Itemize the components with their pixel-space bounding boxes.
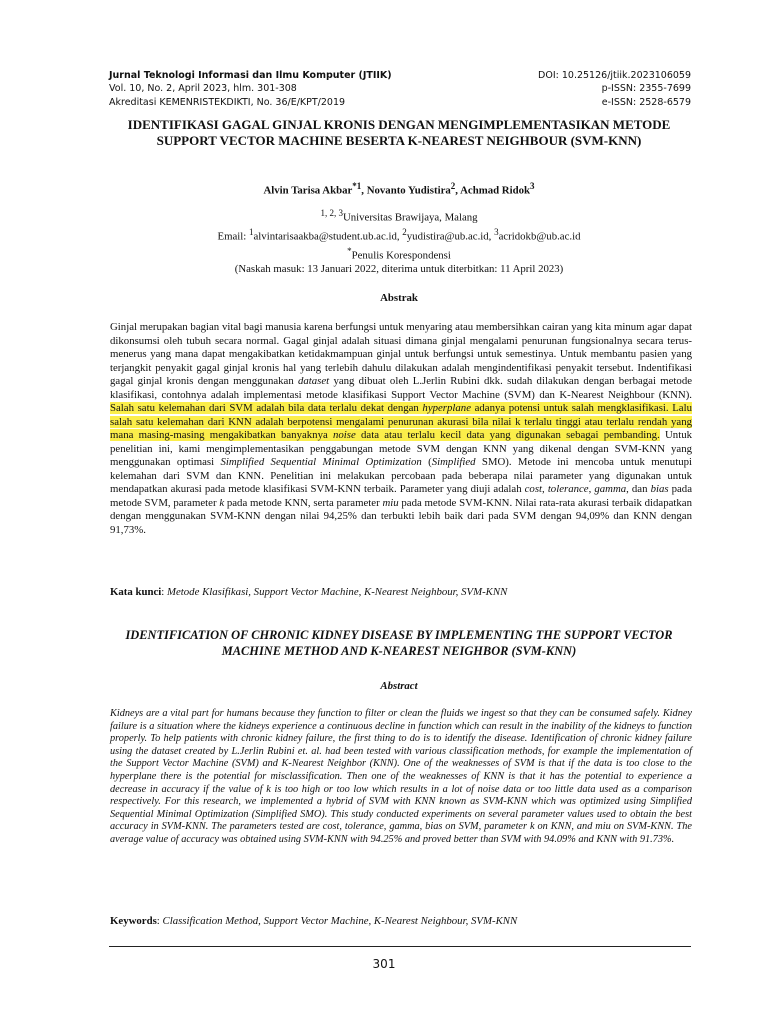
email-address[interactable]: alvintarisaakba@student.ub.ac.id, [253,230,403,243]
email-superscript: 2 [402,226,407,237]
email-superscript: 1 [249,226,254,237]
abstrak-italic: cost [524,483,543,495]
abstrak-text: , [588,483,595,495]
accreditation: Akreditasi KEMENRISTEKDIKTI, No. 36/E/KPT/2019 [109,96,346,108]
highlighted-text: Salah satu kelemahan dari SVM adalah bila data terlalu dekat dengan [110,402,423,414]
abstrak-text: yang dibuat oleh L.Jerlin Rubini dkk. sudah dilakukan dengan berbagai metode klasifikasi, contohnya adalah implementasi metode klasifikasi Support Vector Machine (SVM) dan K-Nearest Neighbour (KNN). [110,375,693,401]
footer-rule [109,946,691,947]
abstrak-italic: tolerance [547,483,589,495]
affiliation-superscript: 1, 2, 3 [320,208,343,218]
email-label: Email: [217,230,249,243]
abstrak-italic: k [219,496,225,509]
volume-info: Vol. 10, No. 2, April 2023, hlm. 301-308 [109,83,297,95]
correspondence-note: Penulis Korespondensi [351,249,451,262]
author-list [100,179,698,198]
abstrak-text: Untuk penelitian ini, kami mengimplementasikan penggabungan metode SVM dengan KNN yang dikenal dengan SVM-KNN yang menggunakan optimasi [110,429,693,468]
kata-kunci-label: Kata kunci [110,586,162,598]
keywords-separator: : [156,915,163,927]
email-superscript: 3 [494,226,499,237]
correspondence-superscript: * [347,245,352,256]
author-separator: , [361,184,367,197]
abstrak-italic: Simplified Sequential Minimal Optimization [220,456,422,468]
pissn: p-ISSN: 2355-7699 [601,83,691,95]
email-address[interactable]: acridokb@ub.ac.id [498,230,581,243]
abstract-body: Kidneys are a vital part for humans because they function to filter or clean the fluids we ingest so that they can be consumed safely. Kidney failure is a situation where the kidneys experience a continuous decline in function which can result in the inability of the kidneys to function properly. To help patients with chronic kidney failure, the first thing to do is to identify the disease. Identification of chronic kidney failure using the dataset created by L.Jerlin Rubini et. al. had been tested with various classification methods, for example the implementation of the Support Vector Machine (SVM) and K-Nearest Neighbor (KNN). One of the weaknesses of SVM is that if the data is too close to the hyperplane there is the potential for misclassification. Then one of the weaknesses of KNN is that it has the potential to experience a decrease in accuracy if the value of k is too high or too low which results in a lot of noise data or too little data used as a comparison respectively. For this research, we implemented a hybrid of SVM with KNN known as SVM-KNN which was optimized using Simplified Sequential Minimal Optimization (Simplified SMO). This study conducted experiments on several parameter values used to obtain the best accuracy in SVM-KNN. The parameters tested are cost, tolerance, gamma, bias on SVM, parameter k on KNN, and miu on SVM-KNN. The average value of accuracy was obtained using SVM-KNN with 94.25% and proved better than SVM with 94.09% and KNN with 91.73%. [110,708,692,845]
affiliation-block [100,206,698,263]
abstrak-italic: Simplified [431,456,476,468]
affiliation-line [100,206,698,225]
paper-title: IDENTIFIKASI GAGAL GINJAL KRONIS DENGAN MENGIMPLEMENTASIKAN METODE SUPPORT VECTOR MACHINE BESERTA K-NEAREST NEIGHBOUR (SVM-KNN) [127,117,671,148]
kata-kunci-value: Metode Klasifikasi, Support Vector Machine, K-Nearest Neighbour, SVM-KNN [167,586,508,598]
submission-dates: (Naskah masuk: 13 Januari 2022, diterima untuk diterbitkan: 11 April 2023) [234,263,564,275]
author-superscript: *1 [352,181,362,191]
author-superscript: 3 [530,181,535,191]
abstrak-italic: miu [382,496,399,509]
author-name: Alvin Tarisa Akbar [263,184,353,197]
abstrak-body [110,321,692,537]
highlighted-text: data atau terlalu kecil data yang digunakan sebagai pembanding. [355,429,660,441]
kata-kunci [110,586,692,598]
abstrak-text: , dan [626,483,651,495]
highlighted-text: adanya potensi untuk salah mengklasifikasi. Lalu salah satu kelemahan dari KNN adalah berpotensi mengalami penurunan akurasi bila nilai k terlalu tinggi atau terlalu rendah yang mana masing-masing mengakibatkan banyaknya [110,402,692,441]
correspondence-line [100,244,698,263]
kata-kunci-separator: : [161,586,167,598]
email-address[interactable]: yudistira@ub.ac.id, [406,230,495,243]
abstrak-text: SMO). Metode ini mencoba untuk menutupi kelemahan dari SVM dan KNN. Penelitian ini melakukan percobaan pada beberapa nilai parameter yang digunakan untuk mendapatkan akurasi pada metode klasifikasi SVM-KNN terbaik. Parameter yang diuji adalah [110,456,692,495]
abstrak-text: pada metode SVM-KNN. Nilai rata-rata akurasi terbaik didapatkan dengan menggunakan SVM-KNN dengan nilai 94,25% dan terbukti lebih baik dari pada SVM dengan 94,09% dan KNN dengan 91,73%. [110,496,692,536]
running-header [109,69,691,109]
keywords-label: Keywords [110,915,157,927]
author-superscript: 2 [450,181,456,191]
keywords-value: Classification Method, Support Vector Machine, K-Nearest Neighbour, SVM-KNN [162,915,518,927]
abstrak-italic: bias [650,483,669,495]
page-number: 301 [372,957,396,971]
abstrak-text: pada metode SVM, parameter [110,483,692,509]
author-name: Novanto Yudistira [366,184,451,197]
highlighted-italic: hyperplane [422,402,471,414]
email-line [100,225,698,244]
abstrak-text: ( [421,456,432,468]
abstract-heading: Abstract [380,680,418,692]
journal-name: Jurnal Teknologi Informasi dan Ilmu Komputer (JTIIK) [109,70,392,81]
keywords [110,915,692,927]
doi: DOI: 10.25126/jtiik.2023106059 [538,70,691,81]
abstrak-heading: Abstrak [380,292,418,304]
author-separator: , [455,184,461,197]
eissn: e-ISSN: 2528-6579 [601,96,691,108]
author-name: Achmad Ridok [460,184,531,197]
university: Universitas Brawijaya, Malang [342,211,478,224]
abstrak-italic: dataset [297,375,330,387]
abstrak-text: Ginjal merupakan bagian vital bagi manusia karena berfungsi untuk menyaring atau membersihkan cairan yang kita minum agar dapat dikonsumsi oleh tubuh secara normal. Gagal ginjal adalah situasi dimana ginjal mengalami penurunan fungsionalnya secara terus-menerus yang mana dapat mengakibatkan ketidakmampuan ginjal untuk berfungsi untuk semestinya. Untuk membantu pasien yang terjangkit penyakit gagal ginjal kronis hal yang terlebih dahulu dilakukan adalah mengindentifikasi penyakit tersebut. Indentifikasi gagal ginjal kronis dengan menggunakan [110,321,692,387]
english-title: IDENTIFICATION OF CHRONIC KIDNEY DISEASE BY IMPLEMENTING THE SUPPORT VECTOR MACHINE METHOD AND K-NEAREST NEIGHBOR (SVM-KNN) [125,628,673,658]
abstrak-italic: gamma [594,483,627,495]
abstrak-text: pada metode KNN, serta parameter [224,496,383,509]
abstrak-text: , [542,483,548,495]
highlighted-passage [110,402,692,441]
highlighted-italic: noise [333,429,356,441]
